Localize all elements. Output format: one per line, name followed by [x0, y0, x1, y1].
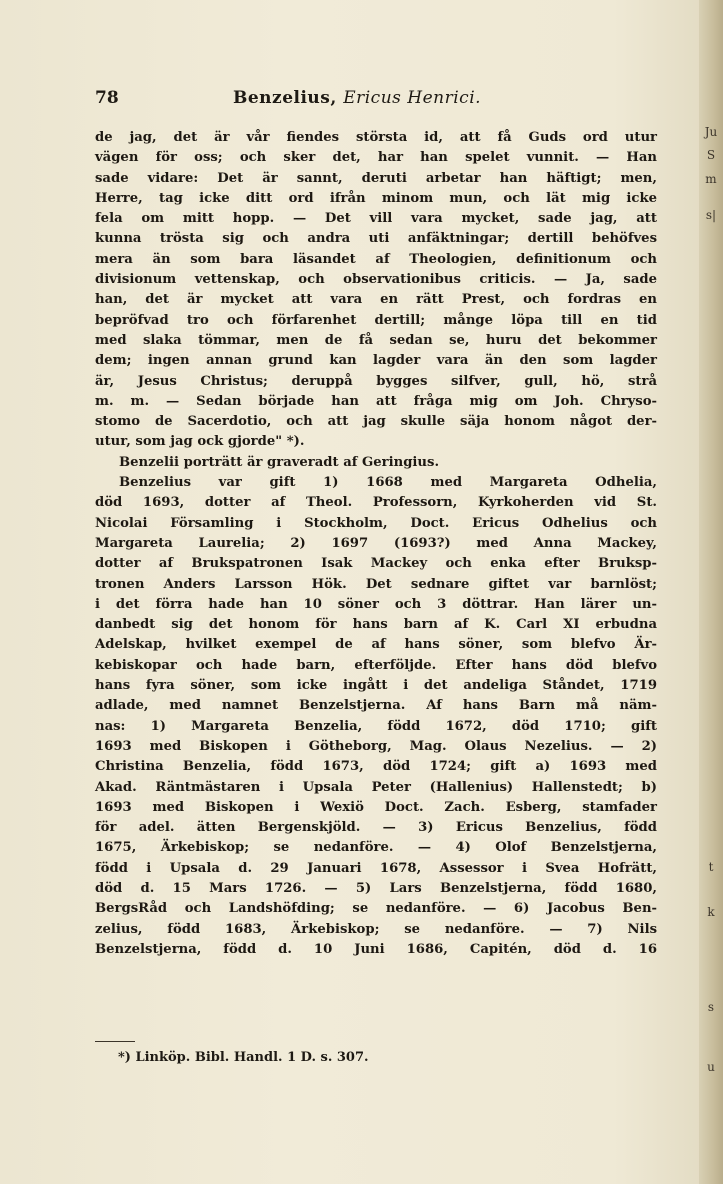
text-line: mera än som bara läsandet af Theologien, definitionum och	[95, 251, 657, 267]
text-line: BergsRåd och Landshöfding; se nedanföre. — 6) Jacobus Ben-	[95, 901, 657, 917]
text-line: död 1693, dotter af Theol. Professorn, Kyrkoherden vid St.	[95, 495, 657, 511]
text-line: Nicolai Församling i Stockholm, Doct. Ericus Odhelius och	[95, 515, 657, 531]
running-head	[95, 88, 655, 112]
text-line: de jag, det är vår fiendes största id, att få Guds ord utur	[95, 130, 657, 145]
text-line: född i Upsala d. 29 Januari 1678, Assessor i Svea Hofrätt,	[95, 860, 657, 876]
text-line: hans fyra söner, som icke ingått i det andeliga Ståndet, 1719	[95, 678, 657, 694]
text-line: nas: 1) Margareta Benzelia, född 1672, död 1710; gift	[95, 718, 657, 734]
edge-fragment: t	[708, 860, 714, 874]
text-line: han, det är mycket att vara en rätt Prest, och fordras en	[95, 292, 657, 308]
text-line: bepröfvad tro och förfarenhet dertill; månge löpa till en tid	[95, 312, 657, 328]
text-line: för adel. ätten Bergenskjöld. — 3) Ericus Benzelius, född	[95, 820, 657, 836]
text-line: död d. 15 Mars 1726. — 5) Lars Benzelstjerna, född 1680,	[95, 880, 657, 896]
text-line: Christina Benzelia, född 1673, död 1724; gift a) 1693 med	[95, 759, 657, 775]
text-line: Margareta Laurelia; 2) 1697 (1693?) med Anna Mackey,	[95, 535, 657, 551]
text-line: med slaka tömmar, men de få sedan se, huru det bekommer	[95, 332, 657, 348]
edge-fragment: s	[707, 1000, 715, 1014]
text-line: Adelskap, hvilket exempel de af hans söner, som blefvo Är-	[95, 637, 657, 653]
text-line: m. m. — Sedan började han att fråga mig om Joh. Chryso-	[95, 393, 657, 409]
page-number: 78	[95, 88, 119, 108]
edge-fragment: k	[707, 905, 715, 919]
text-line: stomo de Sacerdotio, och att jag skulle säja honom något der-	[95, 414, 657, 430]
edge-fragment: s|	[705, 208, 717, 222]
edge-fragment: Ju	[704, 125, 718, 139]
text-line: divisionum vettenskap, och observationibus criticis. — Ja, sade	[95, 272, 657, 288]
text-line: vägen för oss; och sker det, har han spelet vunnit. — Han	[95, 150, 657, 166]
text-line: i det förra hade han 10 söner och 3 döttrar. Han lärer un-	[95, 596, 657, 612]
edge-fragment: S	[706, 148, 716, 162]
text-line: utur, som jag ock gjorde" *).	[95, 434, 305, 450]
main-text	[95, 128, 657, 960]
text-line: dotter af Brukspatronen Isak Mackey och enka efter Bruksp-	[95, 556, 657, 572]
text-line: 1693 med Biskopen i Götheborg, Mag. Olaus Nezelius. — 2)	[95, 738, 657, 754]
text-line: kunna trösta sig och andra uti anfäktningar; dertill behöfves	[95, 231, 657, 247]
text-line: Benzelii porträtt är graveradt af Geringius.	[119, 454, 440, 470]
text-line: dem; ingen annan grund kan lagder vara än den som lagder	[95, 353, 657, 369]
adjacent-page-edge	[699, 0, 723, 1184]
running-title-italic: Ericus Henrici.	[343, 88, 482, 108]
text-line: danbedt sig det honom för hans barn af K. Carl XI erbudna	[95, 617, 657, 633]
text-line: är, Jesus Christus; deruppå bygges silfver, gull, hö, strå	[95, 373, 657, 389]
text-line: zelius, född 1683, Ärkebiskop; se nedanföre. — 7) Nils	[95, 921, 657, 937]
text-line: Benzelius var gift 1) 1668 med Margareta Odhelia,	[119, 475, 657, 491]
footnote-rule	[95, 1041, 135, 1042]
text-line: fela om mitt hopp. — Det vill vara mycket, sade jag, att	[95, 211, 657, 227]
text-line: adlade, med namnet Benzelstjerna. Af hans Barn må näm-	[95, 698, 657, 714]
running-title	[233, 88, 481, 108]
text-line: tronen Anders Larsson Hök. Det sednare giftet var barnlöst;	[95, 576, 657, 592]
footnote: *) Linköp. Bibl. Handl. 1 D. s. 307.	[118, 1050, 369, 1065]
running-title-name: Benzelius,	[233, 88, 337, 108]
text-line: Herre, tag icke ditt ord ifrån minom mun, och lät mig icke	[95, 190, 657, 206]
text-line: sade vidare: Det är sannt, deruti arbetar han häftigt; men,	[95, 170, 657, 186]
text-line: 1693 med Biskopen i Wexiö Doct. Zach. Esberg, stamfader	[95, 799, 657, 815]
edge-fragment: m	[705, 172, 717, 186]
text-line: kebiskopar och hade barn, efterföljde. Efter hans död blefvo	[95, 657, 657, 673]
edge-fragment: u	[707, 1060, 715, 1074]
text-line: 1675, Ärkebiskop; se nedanföre. — 4) Olof Benzelstjerna,	[95, 840, 657, 856]
text-line: Akad. Räntmästaren i Upsala Peter (Hallenius) Hallenstedt; b)	[95, 779, 657, 795]
text-line: Benzelstjerna, född d. 10 Juni 1686, Capitén, död d. 16	[95, 941, 657, 957]
